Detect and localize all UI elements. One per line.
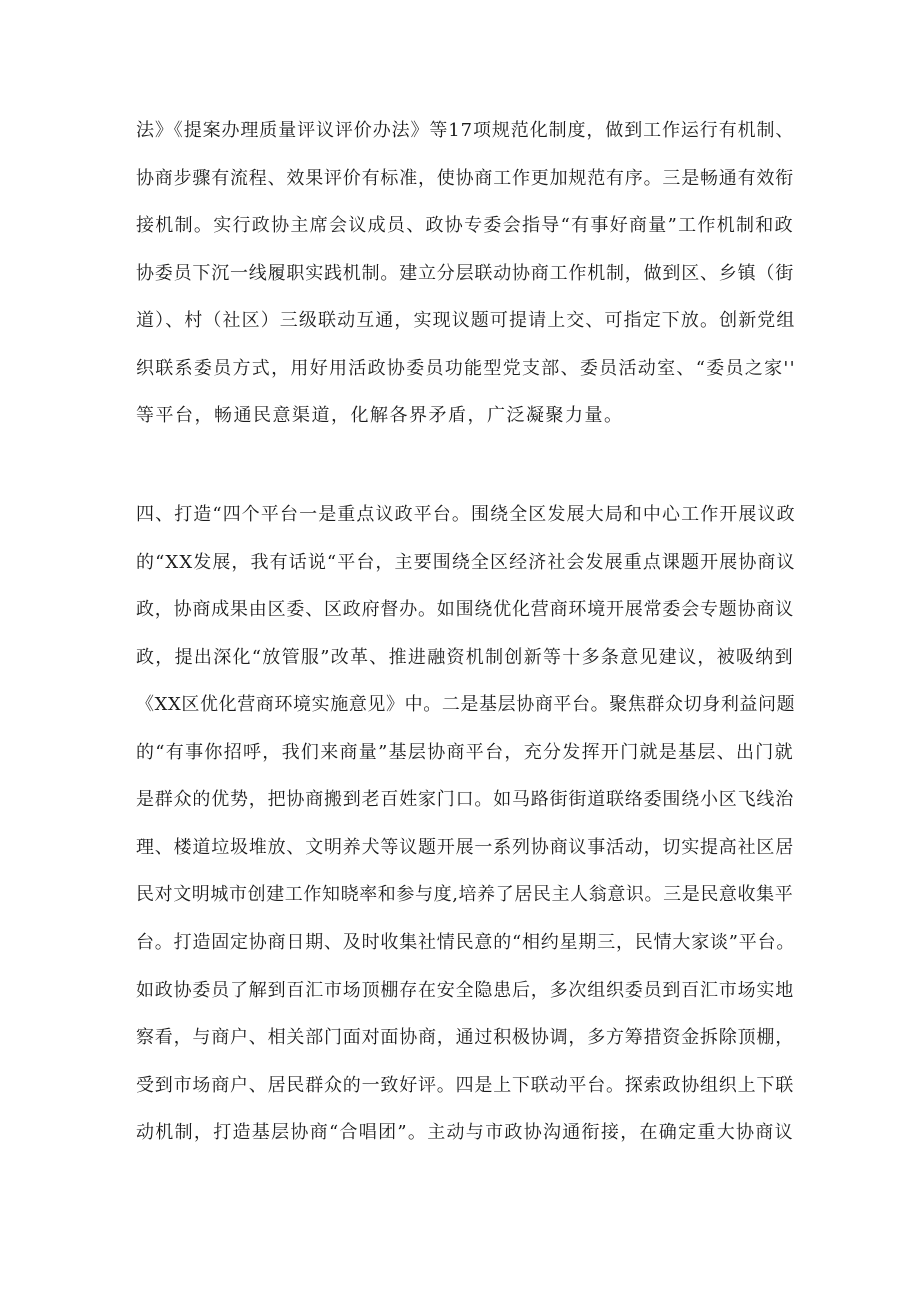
paragraph-1-line-2: 协商步骤有流程、效果评价有标准，使协商工作更加规范有序。三是畅通有效衔 <box>136 168 794 189</box>
paragraph-2-line-1: 四、打造“四个平台一是重点议政平台。围绕全区发展大局和中心工作开展议政 <box>136 504 796 525</box>
paragraph-2-line-2: 的“XX发展，我有话说“平台，主要围绕全区经济社会发展重点课题开展协商议 <box>136 552 796 573</box>
paragraph-2-line-12: 察看，与商户、相关部门面对面协商，通过积极协调，多方筹措资金拆除顶棚， <box>136 1027 794 1048</box>
paragraph-2-line-3: 政，协商成果由区委、区政府督办。如围绕优化营商环境开展常委会专题协商议 <box>136 599 794 620</box>
paragraph-2-line-10: 台。打造固定协商日期、及时收集社情民意的“相约星期三，民情大家谈”平台。 <box>136 932 796 953</box>
paragraph-2-line-6: 的“有事你招呼，我们来商量”基层协商平台，充分发挥开门就是基层、出门就 <box>136 742 794 763</box>
paragraph-1-line-3: 接机制。实行政协主席会议成员、政协专委会指导“有事好商量”工作机制和政 <box>136 215 794 236</box>
paragraph-1-line-1: 法》《提案办理质量评议评价办法》等17项规范化制度，做到工作运行有机制、 <box>136 120 795 141</box>
paragraph-2-line-9: 民对文明城市创建工作知晓率和参与度,培养了居民主人翁意识。三是民意收集平 <box>136 884 794 905</box>
paragraph-1-line-6: 织联系委员方式，用好用活政协委员功能型党支部、委员活动室、“委员之家'' <box>136 358 796 379</box>
paragraph-2-line-7: 是群众的优势，把协商搬到老百姓家门口。如马路街街道联络委围绕小区飞线治 <box>136 789 794 810</box>
paragraph-2-line-4: 政，提出深化“放管服”改革、推进融资机制创新等十多条意见建议，被吸纳到 <box>136 647 794 668</box>
paragraph-1-line-5: 道）、村（社区）三级联动互通，实现议题可提请上交、可指定下放。创新党组 <box>136 310 796 331</box>
paragraph-2-line-11: 如政协委员了解到百汇市场顶棚存在安全隐患后，多次组织委员到百汇市场实地 <box>136 980 794 1001</box>
paragraph-2-line-5: 《XX区优化营商环境实施意见》中。二是基层协商平台。聚焦群众切身利益问题 <box>136 694 796 715</box>
paragraph-1-line-4: 协委员下沉一线履职实践机制。建立分层联动协商工作机制，做到区、乡镇（街 <box>136 263 794 284</box>
paragraph-2-line-8: 理、楼道垃圾堆放、文明养犬等议题开展一系列协商议事活动，切实提高社区居 <box>136 837 794 858</box>
paragraph-2-line-14: 动机制，打造基层协商“合唱团”。主动与市政协沟通衔接，在确定重大协商议 <box>136 1122 794 1143</box>
paragraph-1-line-7: 等平台，畅通民意渠道，化解各界矛盾，广泛凝聚力量。 <box>136 405 624 426</box>
paragraph-2-line-13: 受到市场商户、居民群众的一致好评。四是上下联动平台。探索政协组织上下联 <box>136 1075 794 1096</box>
